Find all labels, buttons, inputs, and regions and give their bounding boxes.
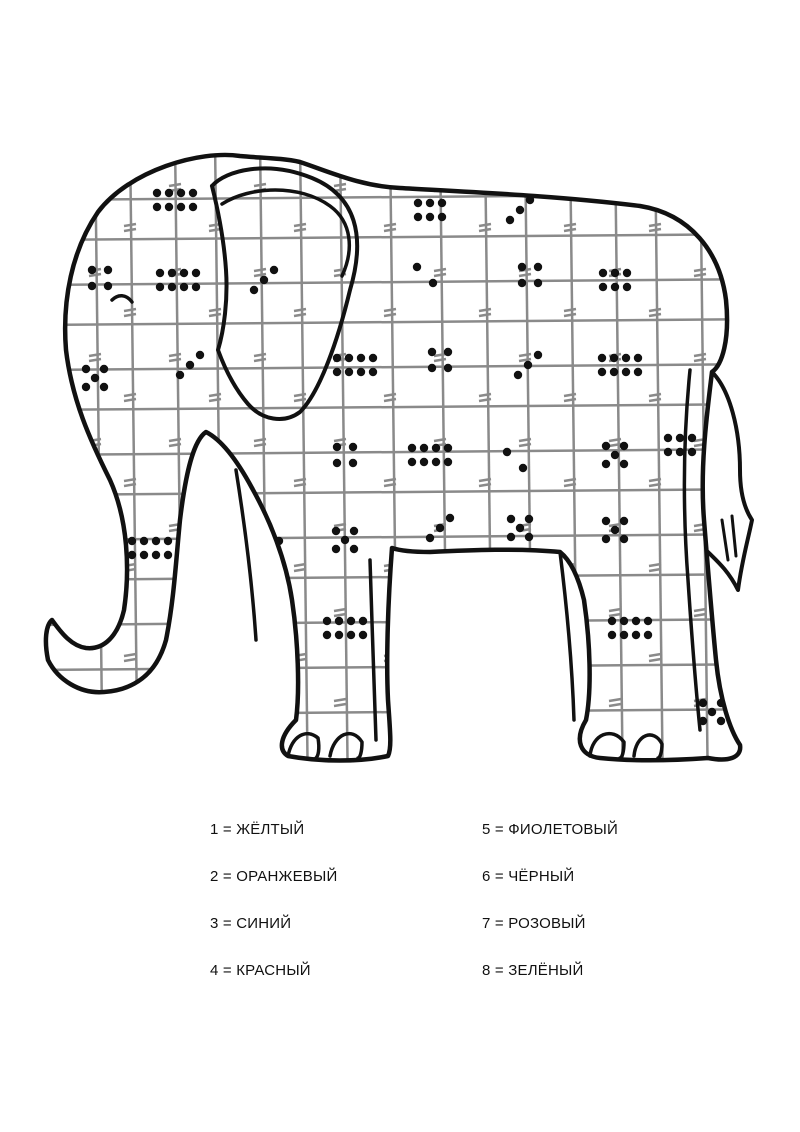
stitch-mark bbox=[384, 309, 396, 311]
stitch-mark bbox=[89, 354, 101, 356]
grid-line-horizontal bbox=[30, 619, 780, 625]
dot bbox=[688, 448, 696, 456]
dot bbox=[100, 365, 108, 373]
dot bbox=[620, 517, 628, 525]
dot bbox=[426, 213, 434, 221]
tail bbox=[708, 372, 752, 590]
stitch-mark bbox=[89, 614, 101, 616]
dot-group-body-row2-1 bbox=[413, 263, 437, 287]
dot bbox=[192, 283, 200, 291]
dot bbox=[622, 368, 630, 376]
toenail bbox=[288, 734, 319, 758]
dot bbox=[602, 442, 610, 450]
dot bbox=[333, 459, 341, 467]
dot bbox=[156, 283, 164, 291]
dot bbox=[664, 448, 672, 456]
elephant-outline bbox=[46, 155, 752, 761]
stitch-mark bbox=[479, 229, 491, 231]
legend-item-1: 1 = ЖЁЛТЫЙ bbox=[210, 821, 305, 838]
grid-line-horizontal bbox=[30, 234, 780, 240]
dot bbox=[177, 203, 185, 211]
dot bbox=[349, 459, 357, 467]
dot bbox=[699, 699, 707, 707]
dot bbox=[438, 199, 446, 207]
dot bbox=[444, 364, 452, 372]
stitch-mark bbox=[209, 479, 221, 481]
dot-group-body-row5-4 bbox=[602, 517, 628, 543]
dot bbox=[140, 537, 148, 545]
dot-group-front-leg-1 bbox=[256, 614, 284, 642]
stitch-mark bbox=[609, 614, 621, 616]
dot bbox=[347, 631, 355, 639]
dot bbox=[177, 189, 185, 197]
stitch-mark bbox=[694, 274, 706, 276]
dot bbox=[503, 448, 511, 456]
dot bbox=[438, 213, 446, 221]
grid-line-horizontal bbox=[30, 194, 780, 200]
color-legend-left bbox=[210, 818, 470, 1006]
grid-line-horizontal bbox=[30, 664, 780, 670]
stitch-mark bbox=[694, 614, 706, 616]
stitch-mark bbox=[434, 269, 446, 271]
dot bbox=[332, 545, 340, 553]
stitch-mark bbox=[564, 224, 576, 226]
grid-line-vertical bbox=[485, 140, 493, 800]
eye bbox=[112, 296, 132, 302]
dot bbox=[180, 269, 188, 277]
dot bbox=[708, 708, 716, 716]
dot bbox=[598, 354, 606, 362]
stitch-mark bbox=[609, 609, 621, 611]
stitch-mark bbox=[694, 269, 706, 271]
stitch-mark bbox=[519, 274, 531, 276]
dot bbox=[82, 383, 90, 391]
stitch-mark bbox=[169, 184, 181, 186]
dot bbox=[608, 631, 616, 639]
dot bbox=[664, 434, 672, 442]
dot bbox=[276, 614, 284, 622]
dot bbox=[176, 371, 184, 379]
dot bbox=[165, 189, 173, 197]
dot bbox=[599, 269, 607, 277]
grid-line-horizontal bbox=[30, 489, 780, 495]
dot bbox=[514, 371, 522, 379]
stitch-mark bbox=[649, 309, 661, 311]
dot bbox=[91, 374, 99, 382]
stitch-mark bbox=[209, 569, 221, 571]
legend-item-3: 3 = СИНИЙ bbox=[210, 915, 292, 932]
dot bbox=[250, 286, 258, 294]
stitch-mark bbox=[479, 654, 491, 656]
stitch-mark bbox=[254, 529, 266, 531]
dot bbox=[602, 535, 610, 543]
dot bbox=[333, 443, 341, 451]
dot bbox=[518, 279, 526, 287]
dot bbox=[164, 551, 172, 559]
stitch-mark bbox=[209, 659, 221, 661]
dot bbox=[534, 279, 542, 287]
stitch-mark bbox=[479, 569, 491, 571]
stitch-mark bbox=[294, 314, 306, 316]
dot bbox=[341, 536, 349, 544]
stitch-mark bbox=[479, 314, 491, 316]
dot bbox=[257, 537, 265, 545]
stitch-mark bbox=[479, 564, 491, 566]
stitch-mark bbox=[694, 609, 706, 611]
back-leg-line bbox=[684, 370, 700, 730]
stitch-mark bbox=[124, 654, 136, 656]
dot bbox=[632, 617, 640, 625]
stitch-mark bbox=[89, 274, 101, 276]
stitch-mark bbox=[89, 189, 101, 191]
stitch-mark bbox=[254, 269, 266, 271]
dot-group-body-row3-1 bbox=[333, 354, 377, 376]
dot bbox=[428, 364, 436, 372]
stitch-mark bbox=[169, 704, 181, 706]
dot bbox=[88, 266, 96, 274]
dot bbox=[446, 514, 454, 522]
stitch-mark bbox=[254, 704, 266, 706]
grid-line-horizontal bbox=[30, 574, 780, 580]
stitch-mark bbox=[434, 704, 446, 706]
dot bbox=[349, 443, 357, 451]
dot bbox=[444, 458, 452, 466]
stitch-mark bbox=[294, 309, 306, 311]
stitch-mark bbox=[649, 659, 661, 661]
legend-item-5: 5 = ФИОЛЕТОВЫЙ bbox=[482, 821, 618, 838]
stitch-mark bbox=[694, 354, 706, 356]
dot bbox=[153, 203, 161, 211]
legend-item-2: 2 = ОРАНЖЕВЫЙ bbox=[210, 868, 338, 885]
dot bbox=[369, 354, 377, 362]
stitch-mark bbox=[334, 704, 346, 706]
stitch-mark bbox=[89, 524, 101, 526]
dot bbox=[432, 444, 440, 452]
stitch-mark bbox=[649, 314, 661, 316]
dot bbox=[610, 354, 618, 362]
dot bbox=[357, 354, 365, 362]
dot bbox=[414, 199, 422, 207]
stitch-mark bbox=[434, 614, 446, 616]
dot bbox=[88, 282, 96, 290]
stitch-mark bbox=[649, 654, 661, 656]
stitch-mark bbox=[254, 184, 266, 186]
dot bbox=[623, 269, 631, 277]
dot bbox=[516, 206, 524, 214]
dot bbox=[408, 444, 416, 452]
stitch-mark bbox=[89, 609, 101, 611]
dot bbox=[165, 203, 173, 211]
dot bbox=[408, 458, 416, 466]
dot bbox=[413, 263, 421, 271]
dot-group-body-row4-2 bbox=[408, 444, 452, 466]
dot bbox=[620, 535, 628, 543]
dot bbox=[611, 526, 619, 534]
dot bbox=[620, 442, 628, 450]
stitch-mark bbox=[334, 614, 346, 616]
tail-tuft bbox=[722, 516, 736, 560]
dot bbox=[335, 631, 343, 639]
legend-item-8: 8 = ЗЕЛЁНЫЙ bbox=[482, 962, 584, 979]
inner-back-leg-line bbox=[560, 552, 574, 720]
dot bbox=[156, 269, 164, 277]
dot bbox=[347, 617, 355, 625]
dot bbox=[104, 282, 112, 290]
stitch-mark bbox=[254, 524, 266, 526]
stitch-mark bbox=[169, 359, 181, 361]
stitch-mark bbox=[564, 229, 576, 231]
stitch-mark bbox=[124, 229, 136, 231]
stitch-mark bbox=[169, 354, 181, 356]
dot bbox=[168, 283, 176, 291]
stitch-mark bbox=[519, 354, 531, 356]
dot bbox=[519, 464, 527, 472]
dot bbox=[620, 460, 628, 468]
dot bbox=[444, 444, 452, 452]
grid-line-vertical bbox=[655, 140, 663, 800]
dot bbox=[620, 617, 628, 625]
dot bbox=[507, 515, 515, 523]
stitch-mark bbox=[384, 229, 396, 231]
dot bbox=[100, 383, 108, 391]
toenail bbox=[590, 734, 624, 758]
dot bbox=[426, 534, 434, 542]
stitch-mark bbox=[649, 224, 661, 226]
stitch-mark bbox=[519, 359, 531, 361]
dot-group-body-row4-5 bbox=[664, 434, 696, 456]
stitch-mark bbox=[254, 359, 266, 361]
stitch-mark bbox=[519, 184, 531, 186]
dot bbox=[369, 368, 377, 376]
stitch-mark bbox=[169, 699, 181, 701]
dot-group-body-top-2 bbox=[506, 196, 534, 224]
dot bbox=[345, 354, 353, 362]
dot bbox=[506, 216, 514, 224]
grid-line-horizontal bbox=[30, 279, 780, 285]
stitch-mark bbox=[519, 609, 531, 611]
grid-line-horizontal bbox=[30, 709, 780, 715]
stitch-mark bbox=[384, 314, 396, 316]
stitch-mark bbox=[124, 224, 136, 226]
grid-line-horizontal bbox=[30, 319, 780, 325]
dot bbox=[414, 213, 422, 221]
stitch-mark bbox=[209, 314, 221, 316]
dot bbox=[257, 555, 265, 563]
legend-item-7: 7 = РОЗОВЫЙ bbox=[482, 915, 586, 932]
stitch-mark bbox=[294, 224, 306, 226]
dot bbox=[602, 460, 610, 468]
dot bbox=[611, 269, 619, 277]
dot bbox=[444, 348, 452, 356]
stitch-mark bbox=[479, 224, 491, 226]
stitch-mark bbox=[519, 699, 531, 701]
stitch-mark bbox=[124, 314, 136, 316]
dot bbox=[516, 524, 524, 532]
stitch-mark bbox=[519, 614, 531, 616]
dot bbox=[420, 444, 428, 452]
stitch-mark bbox=[209, 484, 221, 486]
dot bbox=[192, 269, 200, 277]
dot bbox=[525, 533, 533, 541]
dot bbox=[518, 263, 526, 271]
dot bbox=[632, 631, 640, 639]
stitch-mark bbox=[254, 274, 266, 276]
grid-line-horizontal bbox=[30, 364, 780, 370]
stitch-mark bbox=[124, 309, 136, 311]
ear-fold bbox=[222, 190, 349, 276]
dot bbox=[189, 189, 197, 197]
dot bbox=[359, 617, 367, 625]
color-legend-right bbox=[482, 818, 742, 1006]
stitch-mark bbox=[434, 609, 446, 611]
dot bbox=[152, 537, 160, 545]
stitch-mark bbox=[479, 309, 491, 311]
dot bbox=[599, 283, 607, 291]
stitch-mark bbox=[209, 309, 221, 311]
stitch-mark bbox=[209, 564, 221, 566]
stitch-mark bbox=[89, 529, 101, 531]
ear-outline bbox=[212, 168, 357, 419]
patchwork-grid bbox=[30, 140, 780, 800]
dot bbox=[332, 527, 340, 535]
stitch-mark bbox=[609, 189, 621, 191]
stitch-mark bbox=[254, 699, 266, 701]
stitch-mark bbox=[609, 184, 621, 186]
dot bbox=[357, 368, 365, 376]
stitch-mark bbox=[89, 699, 101, 701]
stitch-mark bbox=[434, 184, 446, 186]
dot bbox=[335, 617, 343, 625]
stitch-mark bbox=[694, 359, 706, 361]
dot bbox=[350, 527, 358, 535]
dot bbox=[180, 283, 188, 291]
dot bbox=[688, 434, 696, 442]
dot bbox=[345, 368, 353, 376]
dot bbox=[266, 546, 274, 554]
stitch-mark bbox=[334, 609, 346, 611]
stitch-mark bbox=[609, 699, 621, 701]
stitch-mark bbox=[434, 354, 446, 356]
dot bbox=[104, 266, 112, 274]
stitch-mark bbox=[694, 189, 706, 191]
dot bbox=[168, 269, 176, 277]
dot bbox=[622, 354, 630, 362]
stitch-mark bbox=[294, 229, 306, 231]
dot bbox=[676, 434, 684, 442]
dot bbox=[534, 351, 542, 359]
dot bbox=[524, 361, 532, 369]
stitch-mark bbox=[254, 609, 266, 611]
dot bbox=[189, 203, 197, 211]
stitch-mark bbox=[89, 359, 101, 361]
grid-line-horizontal bbox=[30, 404, 780, 410]
dot bbox=[196, 351, 204, 359]
dot bbox=[507, 533, 515, 541]
stitch-mark bbox=[519, 704, 531, 706]
dot bbox=[186, 361, 194, 369]
legend-item-6: 6 = ЧЁРНЫЙ bbox=[482, 868, 575, 885]
dot bbox=[634, 368, 642, 376]
grid-line-vertical bbox=[390, 140, 398, 800]
stitch-mark bbox=[519, 189, 531, 191]
legend-item-4: 4 = КРАСНЫЙ bbox=[210, 962, 311, 979]
stitch-mark bbox=[649, 229, 661, 231]
stitch-mark bbox=[334, 699, 346, 701]
dot bbox=[350, 545, 358, 553]
dot bbox=[82, 365, 90, 373]
stitch-mark bbox=[384, 224, 396, 226]
stitch-mark bbox=[89, 184, 101, 186]
front-leg-line bbox=[236, 470, 256, 640]
dot bbox=[359, 631, 367, 639]
dot bbox=[164, 537, 172, 545]
dot bbox=[140, 551, 148, 559]
dot bbox=[598, 368, 606, 376]
stitch-mark bbox=[609, 704, 621, 706]
stitch-mark bbox=[89, 704, 101, 706]
dot bbox=[534, 263, 542, 271]
dot bbox=[602, 517, 610, 525]
dot bbox=[420, 458, 428, 466]
stitch-mark bbox=[564, 314, 576, 316]
toenail bbox=[634, 735, 662, 758]
dot bbox=[608, 617, 616, 625]
dot bbox=[333, 354, 341, 362]
dot bbox=[717, 717, 725, 725]
dot bbox=[623, 283, 631, 291]
dot bbox=[153, 189, 161, 197]
stitch-mark bbox=[434, 699, 446, 701]
dot bbox=[428, 348, 436, 356]
dot bbox=[128, 537, 136, 545]
dot bbox=[323, 631, 331, 639]
stitch-mark bbox=[254, 354, 266, 356]
dot bbox=[323, 617, 331, 625]
stitch-mark bbox=[434, 359, 446, 361]
dot bbox=[260, 276, 268, 284]
dot bbox=[432, 458, 440, 466]
dot bbox=[620, 631, 628, 639]
dot bbox=[525, 515, 533, 523]
dot bbox=[644, 631, 652, 639]
stitch-mark bbox=[434, 274, 446, 276]
dot bbox=[610, 368, 618, 376]
dot bbox=[611, 283, 619, 291]
dot bbox=[152, 551, 160, 559]
stitch-mark bbox=[124, 659, 136, 661]
dot bbox=[333, 368, 341, 376]
dot bbox=[426, 199, 434, 207]
stitch-mark bbox=[479, 659, 491, 661]
dot bbox=[676, 448, 684, 456]
stitch-mark bbox=[334, 184, 346, 186]
stitch-mark bbox=[564, 309, 576, 311]
dot bbox=[634, 354, 642, 362]
dot bbox=[429, 279, 437, 287]
stitch-mark bbox=[209, 654, 221, 656]
stitch-mark bbox=[694, 184, 706, 186]
dot bbox=[611, 451, 619, 459]
grid-line-vertical bbox=[440, 140, 448, 800]
dot bbox=[436, 524, 444, 532]
dot bbox=[270, 266, 278, 274]
dot bbox=[266, 624, 274, 632]
dot bbox=[644, 617, 652, 625]
